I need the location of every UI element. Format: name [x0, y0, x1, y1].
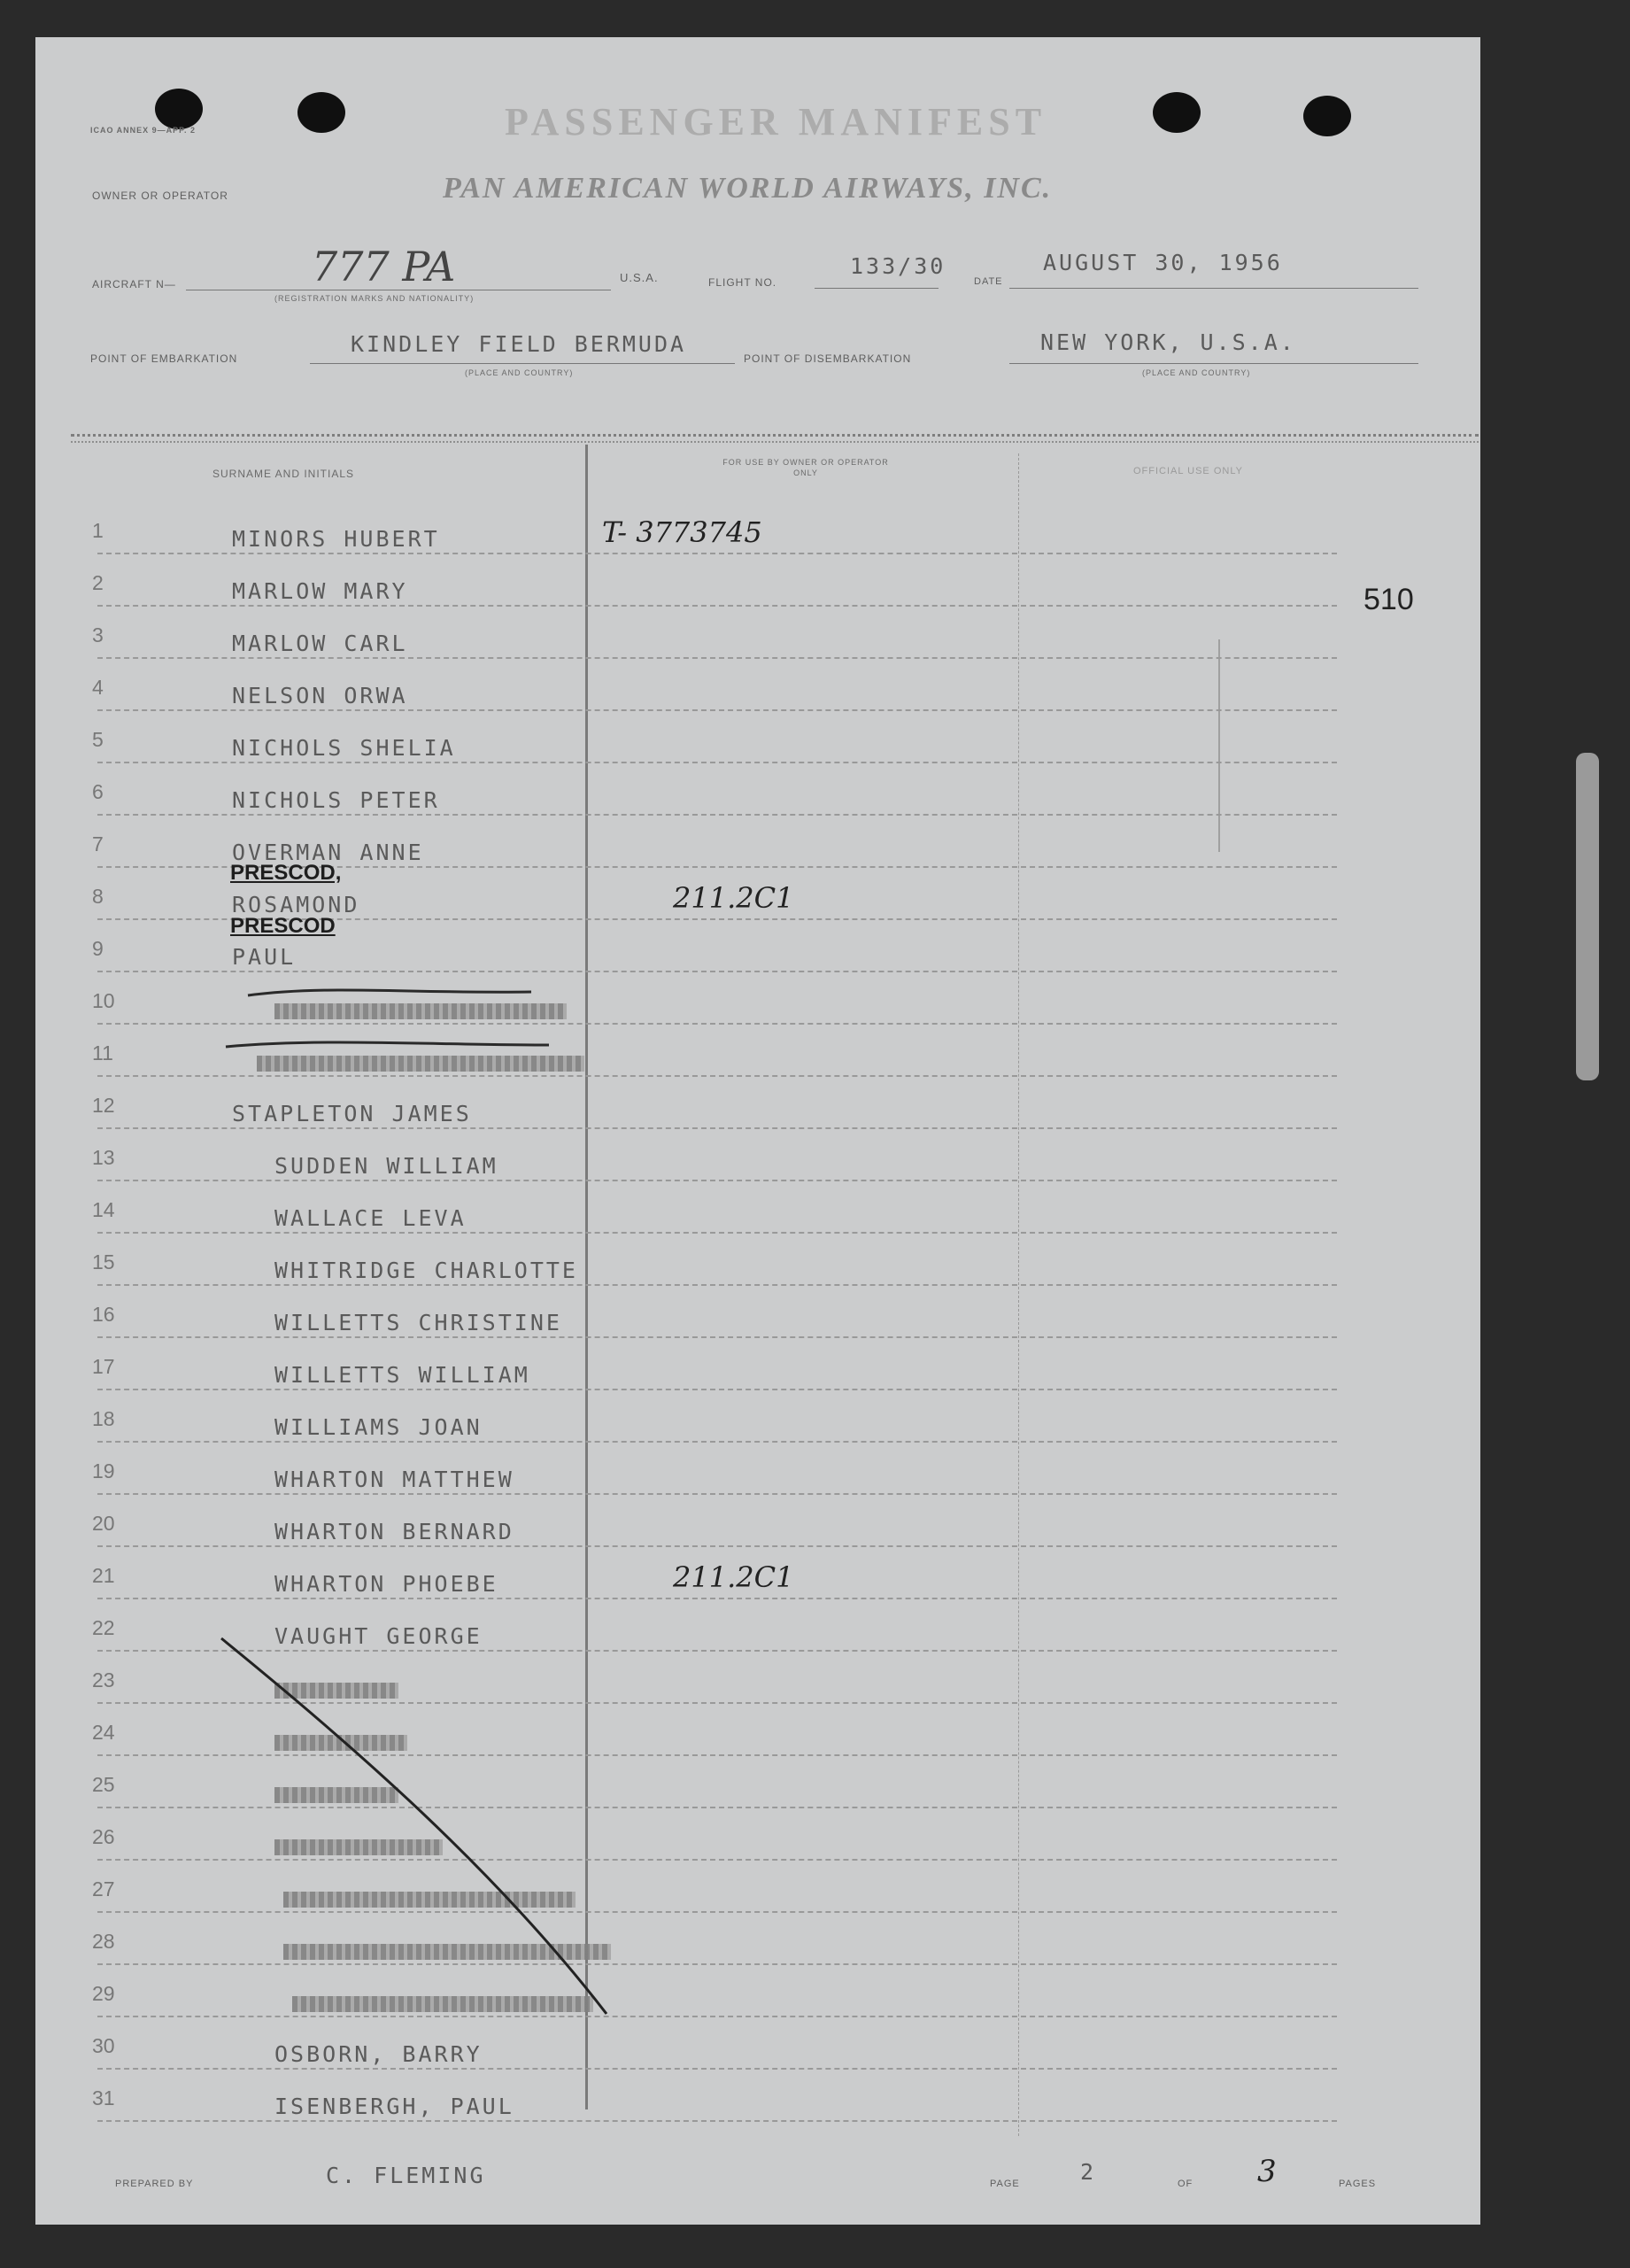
- row-number: 29: [92, 1982, 115, 2005]
- row-number: 30: [92, 2034, 115, 2057]
- row-number: 18: [92, 1407, 115, 1430]
- operator-note: 211.2C1: [673, 881, 794, 915]
- row-number: 22: [92, 1616, 115, 1639]
- column-header-official: OFFICIAL USE ONLY: [1133, 466, 1243, 476]
- passenger-name: WALLACE LEVA: [274, 1205, 467, 1231]
- date-label: DATE: [974, 276, 1003, 287]
- page-value: 2: [1080, 2159, 1097, 2185]
- passenger-name: SUDDEN WILLIAM: [274, 1153, 498, 1179]
- passenger-name: WILLETTS WILLIAM: [274, 1362, 530, 1388]
- row-number: 28: [92, 1930, 115, 1953]
- row-number: 31: [92, 2086, 115, 2109]
- passenger-name: PAUL: [232, 944, 297, 970]
- row-number: 3: [92, 623, 104, 646]
- flight-value: 133/30: [850, 253, 946, 279]
- row-number: 1: [92, 519, 104, 542]
- row-number: 26: [92, 1825, 115, 1848]
- row-number: 25: [92, 1773, 115, 1796]
- row-number: 24: [92, 1721, 115, 1744]
- passenger-name: NICHOLS PETER: [232, 787, 440, 813]
- passenger-name: WILLIAMS JOAN: [274, 1414, 483, 1440]
- passenger-name: WHITRIDGE CHARLOTTE: [274, 1258, 578, 1283]
- strike-through: [248, 990, 531, 995]
- form-id: ICAO ANNEX 9—APP. 2: [90, 126, 197, 135]
- disembark-label: POINT OF DISEMBARKATION: [744, 352, 912, 365]
- embark-value: KINDLEY FIELD BERMUDA: [351, 331, 687, 357]
- row-number: 11: [92, 1041, 113, 1064]
- page-title: PASSENGER MANIFEST: [505, 100, 1047, 143]
- row-number: 4: [92, 676, 104, 699]
- passenger-name: NELSON ORWA: [232, 683, 408, 708]
- row-number: 8: [92, 885, 104, 908]
- row-number: 2: [92, 571, 104, 594]
- passenger-name: NICHOLS SHELIA: [232, 735, 456, 761]
- disembark-sublabel: (PLACE AND COUNTRY): [1142, 368, 1251, 377]
- page-label: PAGE: [990, 2179, 1020, 2189]
- handwritten-correction: PRESCOD,: [230, 861, 342, 885]
- operator-name: PAN AMERICAN WORLD AIRWAYS, INC.: [443, 172, 1053, 205]
- embark-label: POINT OF EMBARKATION: [90, 352, 238, 365]
- row-number: 5: [92, 728, 104, 751]
- prepared-label: PREPARED BY: [115, 2179, 194, 2189]
- pages-label: PAGES: [1339, 2179, 1377, 2189]
- passenger-name: ISENBERGH, PAUL: [274, 2094, 514, 2119]
- column-header-owner: FOR USE BY OWNER OR OPERATOR ONLY: [722, 458, 889, 477]
- passenger-name: WHARTON BERNARD: [274, 1519, 514, 1544]
- page-number-stamp: 510: [1363, 583, 1414, 616]
- row-number: 23: [92, 1668, 115, 1691]
- row-number: 19: [92, 1459, 115, 1482]
- column-header-names: SURNAME AND INITIALS: [212, 468, 355, 480]
- nationality: U.S.A.: [620, 271, 659, 284]
- manifest-page: [35, 37, 1480, 2225]
- of-label: OF: [1178, 2179, 1194, 2189]
- strike-through: [226, 1042, 549, 1047]
- passenger-name: VAUGHT GEORGE: [274, 1623, 483, 1649]
- aircraft-value: 777 PA: [312, 243, 456, 290]
- operator-note: 211.2C1: [673, 1560, 794, 1594]
- row-number: 12: [92, 1094, 115, 1117]
- row-number: 7: [92, 832, 104, 855]
- handwritten-correction: PRESCOD: [230, 914, 336, 938]
- passenger-name: OVERMAN ANNE: [232, 840, 424, 865]
- flight-label: FLIGHT NO.: [708, 276, 777, 289]
- aircraft-label: AIRCRAFT N—: [92, 278, 176, 290]
- row-number: 6: [92, 780, 104, 803]
- passenger-name: OSBORN, BARRY: [274, 2041, 483, 2067]
- row-number: 21: [92, 1564, 115, 1587]
- pen-marks: [35, 37, 1480, 2225]
- aircraft-sublabel: (REGISTRATION MARKS AND NATIONALITY): [274, 294, 475, 303]
- row-number: 27: [92, 1877, 115, 1900]
- passenger-name: WILLETTS CHRISTINE: [274, 1310, 562, 1335]
- disembark-value: NEW YORK, U.S.A.: [1040, 329, 1296, 355]
- binder-clip: [1576, 753, 1599, 1080]
- row-number: 20: [92, 1512, 115, 1535]
- passenger-name: WHARTON MATTHEW: [274, 1467, 514, 1492]
- row-number: 17: [92, 1355, 115, 1378]
- owner-label: OWNER OR OPERATOR: [92, 190, 228, 202]
- operator-note: T- 3773745: [602, 515, 762, 549]
- passenger-name: ROSAMOND: [232, 892, 360, 917]
- prepared-by: C. FLEMING: [326, 2163, 486, 2188]
- row-number: 10: [92, 989, 115, 1012]
- of-value: 3: [1257, 2154, 1277, 2189]
- cancel-slash: [221, 1638, 606, 2014]
- row-number: 14: [92, 1198, 115, 1221]
- row-number: 16: [92, 1303, 115, 1326]
- passenger-name: MINORS HUBERT: [232, 526, 440, 552]
- passenger-name: MARLOW MARY: [232, 578, 408, 604]
- embark-sublabel: (PLACE AND COUNTRY): [465, 368, 574, 377]
- row-number: 15: [92, 1250, 115, 1273]
- passenger-name: STAPLETON JAMES: [232, 1101, 472, 1126]
- row-number: 13: [92, 1146, 115, 1169]
- passenger-name: MARLOW CARL: [232, 631, 408, 656]
- row-number: 9: [92, 937, 104, 960]
- passenger-name: WHARTON PHOEBE: [274, 1571, 498, 1597]
- date-value: AUGUST 30, 1956: [1043, 250, 1283, 275]
